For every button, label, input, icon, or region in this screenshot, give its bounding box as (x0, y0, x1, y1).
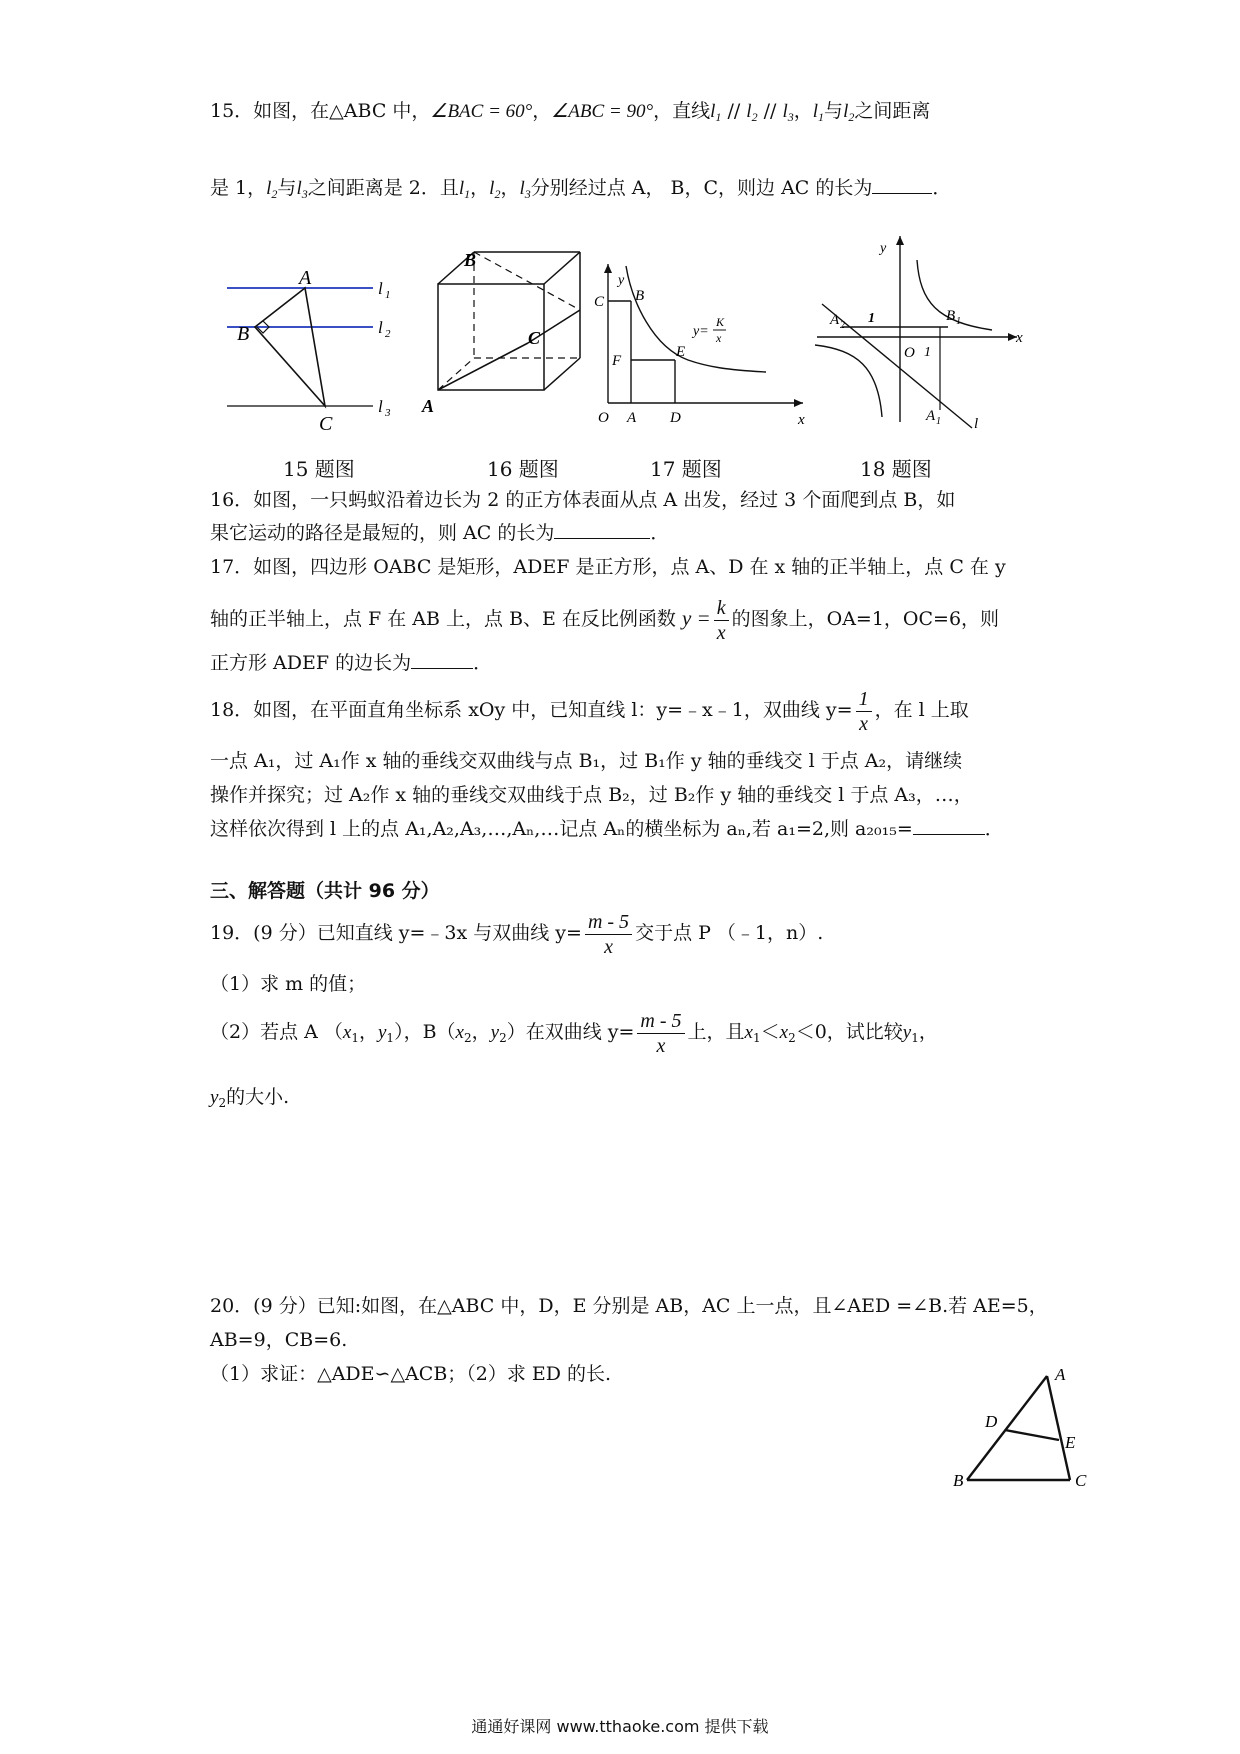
q19-line1: 19．(9 分）已知直线 y=﹣3x 与双曲线 y= $\frac{m - 5}{x}$ 交于点 P （﹣1，n）. (210, 910, 824, 958)
q16-answer-blank (554, 520, 650, 539)
svg-text:y: y (880, 241, 887, 256)
q18-line2: 一点 A₁，过 A₁作 x 轴的垂线交双曲线与点 B₁，过 B₁作 y 轴的垂线交 l 于点 A₂，请继续 (210, 750, 963, 772)
fig20-label-b: B (953, 1471, 964, 1490)
fig16-label-b: B (464, 250, 477, 270)
svg-text:l: l (378, 318, 383, 337)
fig15-diagram (225, 258, 405, 438)
q19-fraction-2: $\frac{m - 5}{x}$ (637, 1009, 684, 1058)
q18-line1: 18．如图，在平面直角坐标系 xOy 中，已知直线 l：y=﹣x﹣1，双曲线 y= $\frac{1}{x}$ ，在 l 上取 (210, 687, 969, 735)
q15-line1: 15．如图，在△ABC 中，∠BAC = 60°，∠ABC = 90°，直线$l_1 // l_2 // l_3$，$l_1$与$l_2$之间距离 (210, 100, 931, 124)
fig20-side-ab (967, 1376, 1047, 1480)
section-heading: 三、解答题（共计 96 分） (210, 880, 440, 902)
q15-answer-blank (872, 175, 932, 194)
fig15-label-a: A (299, 267, 312, 289)
fig20-label-c: C (1075, 1471, 1087, 1490)
fig20-label-e: E (1065, 1433, 1076, 1452)
q18-answer-blank (913, 816, 985, 835)
svg-text:1: 1 (924, 345, 931, 360)
fig17-graph (594, 262, 813, 432)
fig18-caption: 18 题图 (860, 457, 932, 481)
q19-part1: （1）求 m 的值； (210, 973, 367, 995)
svg-text:l: l (378, 397, 383, 416)
q17-answer-blank (411, 650, 473, 669)
q17-fraction: $\frac{k}{x}$ (714, 596, 729, 645)
q19-fraction: $\frac{m - 5}{x}$ (585, 910, 632, 959)
q18-fraction: $\frac{1}{x}$ (856, 687, 872, 736)
svg-text:1: 1 (385, 289, 391, 301)
svg-text:x: x (716, 331, 722, 345)
fig16-caption: 16 题图 (487, 457, 559, 481)
fig20-label-a: A (1055, 1365, 1066, 1384)
svg-text:y: y (618, 273, 625, 288)
q18-line3: 操作并探究；过 A₂作 x 轴的垂线交双曲线于点 B₂，过 B₂作 y 轴的垂线交 l 于点 A₃，…， (210, 784, 973, 806)
fig15-label-b: B (237, 323, 250, 345)
svg-text:x: x (1016, 330, 1023, 346)
fig20-segment-de (1005, 1430, 1059, 1440)
svg-text:1: 1 (936, 416, 941, 427)
svg-text:B: B (946, 308, 956, 324)
q18-line4: 这样依次得到 l 上的点 A₁,A₂,A₃,…,Aₙ,…记点 Aₙ的横坐标为 aₙ,若 a₁=2,则 a₂₀₁₅= ． (210, 818, 1004, 840)
q19-part2: （2）若点 A （$x_1$，$y_1$），$B(x_2$，$y_2$）在双曲线 y= $\frac{m - 5}{x}$ 上，且$x_1<x_2<0$，试比较$y_1$， (210, 1009, 938, 1057)
fig20-triangle (955, 1360, 1120, 1500)
fig15-caption: 15 题图 (283, 457, 355, 481)
svg-text:K: K (716, 315, 725, 329)
fig16-cube (418, 250, 598, 435)
svg-text:O: O (598, 410, 609, 426)
fig17-caption: 17 题图 (650, 457, 722, 481)
q20-line3: （1）求证：△ADE∽△ACB；（2）求 ED 的长. (210, 1363, 612, 1385)
q20-line2: AB=9，CB=6. (210, 1329, 348, 1351)
svg-text:F: F (612, 353, 622, 369)
fig16-label-a: A (422, 396, 435, 416)
q16-line1: 16．如图，一只蚂蚁沿着边长为 2 的正方体表面从点 A 出发，经过 3 个面爬到点 B，如 (210, 489, 956, 511)
fig20-label-d: D (985, 1412, 998, 1431)
svg-text:l: l (378, 279, 383, 298)
svg-text:y=: y= (693, 324, 709, 339)
q19-part2-cont: $y_2$的大小. (210, 1086, 290, 1110)
svg-text:C: C (594, 294, 605, 310)
svg-text:B: B (635, 288, 645, 304)
svg-text:2: 2 (840, 320, 845, 331)
q17-line2: 轴的正半轴上，点 F 在 AB 上，点 B、E 在反比例函数 y = $\frac{k}{x}$ 的图象上，OA=1，OC=6，则 (210, 596, 1000, 644)
svg-text:O: O (904, 345, 915, 361)
svg-text:D: D (670, 410, 681, 426)
svg-text:1: 1 (956, 316, 961, 327)
q17-line1: 17．如图，四边形 OABC 是矩形，ADEF 是正方形，点 A、D 在 x 轴的正半轴上，点 C 在 y (210, 556, 1006, 578)
svg-text:A: A (830, 312, 840, 328)
fig18-graph (812, 232, 1027, 432)
svg-text:A: A (627, 410, 637, 426)
svg-text:A: A (926, 408, 936, 424)
q15-line2: 是 1，$l_2$与$l_3$之间距离是 2．且$l_1$，$l_2$，$l_3$分别经过点 A， B，C，则边 AC 的长为 ． (210, 177, 952, 201)
footer-text: 通通好课网 www.tthaoke.com 提供下载 (471, 1717, 769, 1736)
svg-text:x: x (798, 412, 805, 428)
svg-text:1: 1 (868, 311, 875, 326)
svg-text:l: l (974, 416, 979, 432)
svg-text:2: 2 (385, 328, 391, 340)
fig15-label-c: C (319, 413, 333, 435)
q17-line3: 正方形 ADEF 的边长为 ． (210, 652, 493, 674)
fig16-label-c: C (528, 328, 541, 348)
q20-line1: 20．(9 分）已知:如图，在△ABC 中，D，E 分别是 AB，AC 上一点，且∠AED =∠B.若 AE=5， (210, 1295, 1048, 1317)
svg-text:3: 3 (385, 407, 391, 419)
svg-text:E: E (676, 344, 686, 360)
q16-line2: 果它运动的路径是最短的，则 AC 的长为 ． (210, 522, 670, 544)
fig20-side-ac (1047, 1376, 1070, 1480)
